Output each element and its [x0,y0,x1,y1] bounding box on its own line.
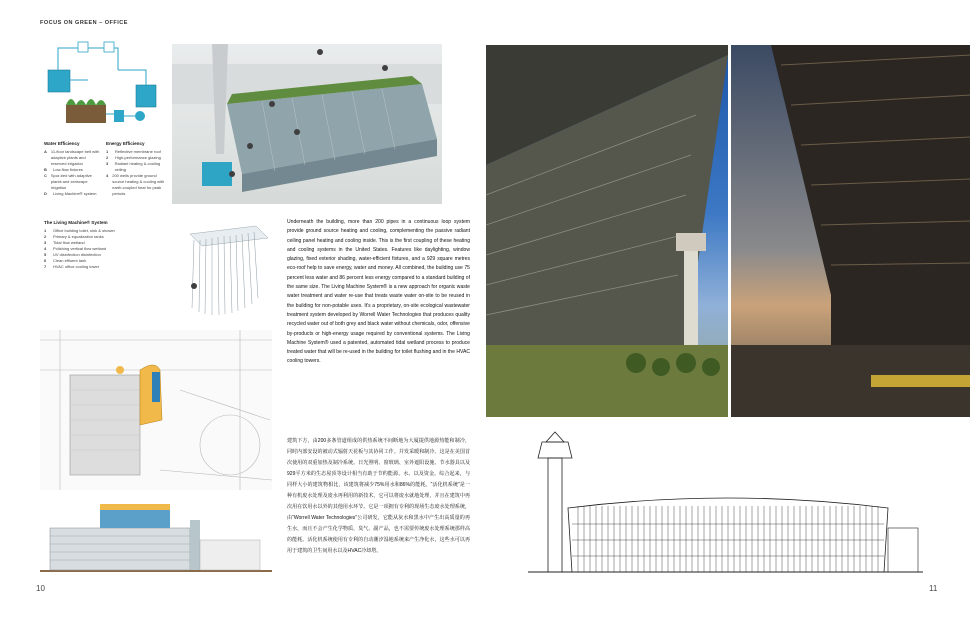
site-plan [40,330,272,490]
water-legend-title: Water Efficiency [44,141,80,146]
aerial-building-render [172,44,442,204]
living-machine-title: The Living Machine® System [44,220,108,225]
legend-text: Tidal flow wetland [53,240,85,245]
legend-key: B [44,167,47,172]
legend-key: 4 [106,173,109,178]
legend-text: UV disinfection disinfection [53,252,101,257]
legend-key: 2 [106,155,109,160]
legend-item [106,161,168,173]
legend-item [44,264,164,270]
legend-text: Low-flow fixtures [53,167,83,172]
energy-legend-title: Energy Efficiency [106,141,145,146]
legend-text: 200 wells provide ground source heating & cooling with earth-coupled heat for peak periods [112,173,165,196]
legend-key: 1 [106,149,109,154]
legend-key: D [44,191,47,196]
energy-efficiency-legend [106,141,168,197]
legend-key: 6 [44,258,47,263]
photo-facade-control-tower [486,45,728,417]
legend-text: Office building toilet, sink & shower [53,228,115,233]
water-efficiency-legend [44,141,102,197]
living-machine-legend [44,220,164,270]
building-elevation [528,428,923,576]
legend-key: C [44,173,47,178]
legend-text: HVAC office cooling tower [53,264,100,269]
page-number-right: 11 [929,584,938,593]
legend-item [44,173,102,191]
legend-key: 3 [106,161,109,166]
water-cycle-diagram [38,40,168,138]
legend-key: 1 [44,228,47,233]
building-section [40,500,272,578]
legend-text: Reflective membrane roof [115,149,161,154]
legend-item [44,191,102,197]
legend-key: 4 [44,246,47,251]
legend-key: 3 [44,240,47,245]
page-number-left: 10 [36,584,45,593]
legend-item [44,149,102,167]
photo-facade-sunset [731,45,970,417]
legend-text: 11-floor landscape belt with adaptive plants and reserved irrigation [50,149,100,166]
section-header: FOCUS ON GREEN – OFFICE [40,20,128,26]
body-text-english: Underneath the building, more than 200 pipes in a continuous loop system provide ground source heating and cooling, complementing the passive radiant ceiling panel heating and cooling inside. This is the first coupling of these heating and cooling systems in the United States. Features like daylighting, window glazing, fixed exterior shading, water-efficient fixtures, and a 929 square metres eco-roof help to save energy, water and money. All combined, the building use 75 percent less water and 86 percent less energy compared to a standard building of the same size. The Living Machine System® is a new approach for organic waste water treatment and water re-use that treats waste water on-site to be reused in the building for non-potable uses. It's a proprietary, on-site ecological wastewater treatment system developed by Worrell Water Technologies that produces quality recycled water out of both grey and black water without chemicals, odor, offensive by-products or high-energy usage required by conventional systems. The Living Machine System® used a patented, automated tidal wetland process to produce treated water that will be re-used in the building for toilet flushing and in the HVAC cooling towers. [287,219,470,365]
legend-item [106,173,168,197]
legend-text: Primary & equalization tanks [53,234,104,239]
legend-text: Spur-bed with adaptive plants and xeriscape irrigation [50,173,92,190]
legend-text: High-performance glazing [115,155,161,160]
legend-key: 7 [44,264,47,269]
legend-key: 5 [44,252,47,257]
legend-text: Polishing vertical flow wetland [53,246,107,251]
legend-key: A [44,149,47,154]
legend-text: Radiant heating & cooling ceiling [114,161,161,172]
body-text-chinese: 建筑下方，由200多条管道组成的供热系统不间断地为大厦提供地源热能和制冷，同时内部安设的被动式辐射天花板与其协同工作。并发采暖和制冷。这是在美国首次使用的双重加热及制冷系统。日光照明、窗玻璃、室外遮阳设施、节水器具以及929平方米的生态屋顶等设计相当有助于节约能源、水、以及资金。综合起来，与同样大小的建筑物相比，该建筑将减少75%用水和86%的能耗。“活化机系统”是一种有机废水处理及废水再利用的新技术，它可以将废水就地处理，并且在建筑中再次用在饮用水以外的其他用水环节。它是一项拥有专利的现场生态废水处理系统，由“Worrell Water Technologies”公司研发，它能从灰水和黑水中产生出高质量的再生水，而且不会产生化学物质、臭气、副产品，也不需要传统废水处理系统那样高的能耗。活化机系统使用有专利的自动潮汐湿地系统来产生净化水，这些水可以再用于建筑的卫生间用水以及HVAC冷却塔。 [287,438,470,554]
legend-key: 2 [44,234,47,239]
legend-text: Clean effluent tank [53,258,87,263]
geothermal-pipes-diagram [172,218,276,318]
legend-text: Living Machine® system [53,191,97,196]
